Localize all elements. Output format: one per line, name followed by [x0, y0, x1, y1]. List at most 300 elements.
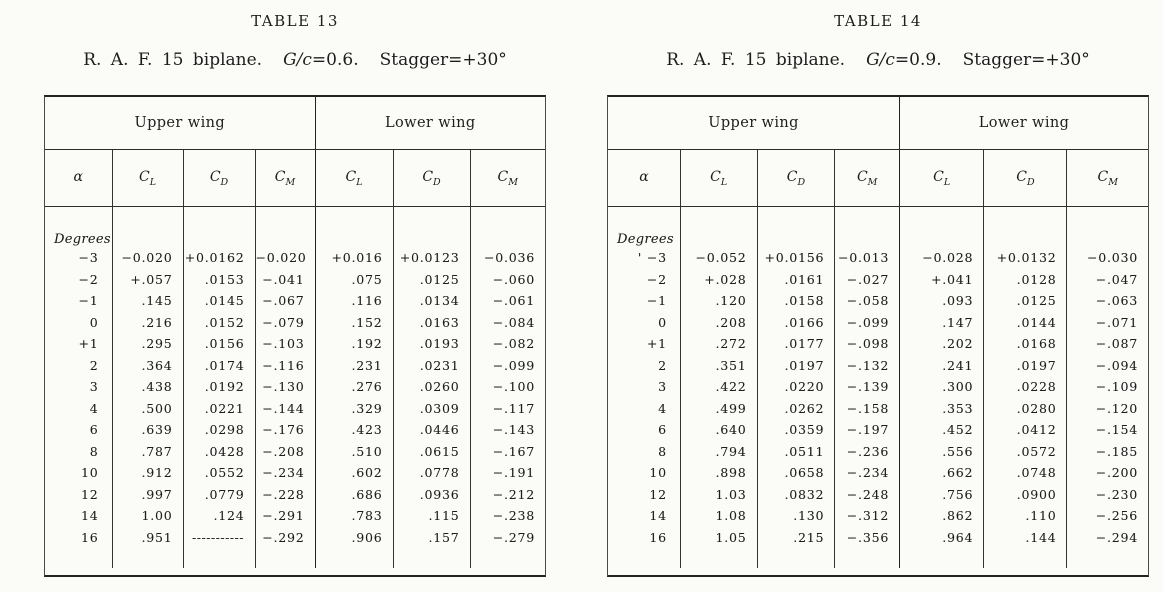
alpha-cell: 3	[45, 376, 112, 398]
table-row	[45, 398, 545, 420]
value-cell: .422	[680, 376, 757, 398]
col-header-cd-upper: $C_D$	[757, 150, 835, 207]
value-cell: .500	[112, 398, 183, 420]
table-row	[608, 376, 1148, 398]
value-cell: .241	[900, 355, 984, 377]
value-cell: .0412	[984, 419, 1067, 441]
table-row	[608, 441, 1148, 463]
value-cell: .0428	[183, 441, 255, 463]
value-cell: .147	[900, 312, 984, 334]
value-cell: −0.013	[835, 247, 900, 269]
value-cell: .144	[984, 527, 1067, 549]
value-cell: −.291	[255, 505, 315, 527]
value-cell: .0156	[183, 333, 255, 355]
table-14-tail	[608, 548, 1148, 575]
alpha-cell: 4	[608, 398, 680, 420]
alpha-cell: −1	[608, 290, 680, 312]
alpha-cell: −2	[45, 269, 112, 291]
value-cell: −.158	[835, 398, 900, 420]
value-cell: .0125	[393, 269, 470, 291]
spacer-cell	[608, 548, 680, 568]
value-cell: .152	[315, 312, 393, 334]
table-13	[45, 97, 545, 575]
units-row	[608, 207, 1148, 248]
bottom-gap-row	[608, 568, 1148, 575]
value-cell: −.067	[255, 290, 315, 312]
alpha-cell: +1	[45, 333, 112, 355]
value-cell: .124	[183, 505, 255, 527]
value-cell: −.132	[835, 355, 900, 377]
spacer-cell	[45, 568, 545, 575]
value-cell: .0262	[757, 398, 835, 420]
value-cell: .0145	[183, 290, 255, 312]
value-cell: .423	[315, 419, 393, 441]
table-13-subtitle	[8, 50, 582, 70]
value-cell: −.087	[1095, 336, 1138, 352]
value-cell: −.279	[492, 529, 535, 545]
value-cell: −0.052	[680, 247, 757, 269]
col-header-cl-upper: $C_L$	[112, 150, 183, 207]
value-cell: .116	[315, 290, 393, 312]
value-cell: 1.05	[680, 527, 757, 549]
table-row	[45, 355, 545, 377]
value-cell: .0511	[757, 441, 835, 463]
col-header-cd-lower: $C_D$	[984, 150, 1067, 207]
table-14-title: TABLE 14	[834, 12, 922, 30]
table-row	[608, 355, 1148, 377]
alpha-cell: −1	[45, 290, 112, 312]
spacer-cell	[470, 207, 545, 248]
spacer-cell	[45, 548, 112, 568]
value-cell: −.200	[1095, 465, 1138, 481]
value-cell: .0177	[757, 333, 835, 355]
value-cell: −.312	[835, 505, 900, 527]
value-cell: −.109	[1095, 379, 1138, 395]
value-cell: −.228	[255, 484, 315, 506]
alpha-cell: 6	[608, 419, 680, 441]
value-cell: .276	[315, 376, 393, 398]
value-cell: −.117	[492, 400, 535, 416]
value-cell: .0197	[984, 355, 1067, 377]
value-cell: +0.0162	[183, 247, 255, 269]
units-label: Degrees	[45, 207, 112, 248]
rule-extension-row	[45, 548, 545, 568]
spacer-cell	[112, 207, 183, 248]
aircraft-label: R. A. F. 15 biplane.	[83, 50, 263, 70]
table-13-block	[8, 12, 582, 577]
bottom-gap-row	[45, 568, 545, 575]
alpha-cell: 14	[45, 505, 112, 527]
alpha-cell: 16	[608, 527, 680, 549]
spacer-cell	[900, 548, 984, 568]
table-row	[45, 376, 545, 398]
value-cell: −.099	[835, 312, 900, 334]
value-cell: .997	[112, 484, 183, 506]
value-cell: +.057	[112, 269, 183, 291]
value-cell: .686	[315, 484, 393, 506]
value-cell: .0134	[393, 290, 470, 312]
value-cell: .0552	[183, 462, 255, 484]
value-cell: .0125	[984, 290, 1067, 312]
value-cell: −.047	[1095, 271, 1138, 287]
value-cell: −.294	[1095, 529, 1138, 545]
table-row	[608, 419, 1148, 441]
alpha-cell: 14	[608, 505, 680, 527]
table-14-subtitle	[596, 50, 1160, 70]
value-cell: +0.0156	[757, 247, 835, 269]
value-cell: .0900	[984, 484, 1067, 506]
spacer-cell	[315, 548, 393, 568]
col-header-cm-upper: $C_M$	[835, 150, 900, 207]
value-cell: −.197	[835, 419, 900, 441]
alpha-cell: 8	[608, 441, 680, 463]
value-cell: .0220	[757, 376, 835, 398]
alpha-cell: −3	[45, 247, 112, 269]
value-cell: .0128	[984, 269, 1067, 291]
table-row	[608, 333, 1148, 355]
value-cell: .639	[112, 419, 183, 441]
table-row	[45, 269, 545, 291]
value-cell: .912	[112, 462, 183, 484]
value-cell: .300	[900, 376, 984, 398]
rule-extension-row	[608, 548, 1148, 568]
value-cell: .794	[680, 441, 757, 463]
value-cell: −.143	[492, 422, 535, 438]
alpha-cell: 2	[45, 355, 112, 377]
lower-wing-header: Lower wing	[315, 97, 545, 150]
value-cell: .0260	[393, 376, 470, 398]
value-cell: −0.028	[900, 247, 984, 269]
table-row	[608, 398, 1148, 420]
table-row	[45, 419, 545, 441]
value-cell: .0748	[984, 462, 1067, 484]
value-cell: −0.030	[1086, 250, 1138, 266]
value-cell: .0446	[393, 419, 470, 441]
spacer-cell	[315, 207, 393, 248]
value-cell: 1.00	[112, 505, 183, 527]
table-row	[608, 247, 1148, 269]
value-cell: −.256	[1095, 508, 1138, 524]
col-header-cd-upper: $C_D$	[183, 150, 255, 207]
column-header-row	[608, 150, 1148, 207]
group-header-row	[608, 97, 1148, 150]
value-cell: .202	[900, 333, 984, 355]
value-cell: .120	[680, 290, 757, 312]
value-cell: .231	[315, 355, 393, 377]
spacer-cell	[1067, 207, 1148, 248]
table-14-body	[608, 247, 1148, 548]
table-14-frame	[607, 95, 1149, 577]
table-row	[45, 527, 545, 549]
value-cell: .130	[757, 505, 835, 527]
value-cell: .756	[900, 484, 984, 506]
stagger-label: Stagger=+30°	[379, 50, 507, 70]
value-cell: .0152	[183, 312, 255, 334]
value-cell: −.094	[1095, 357, 1138, 373]
table-row	[45, 505, 545, 527]
value-cell: .0192	[183, 376, 255, 398]
value-cell: +.028	[680, 269, 757, 291]
value-cell: −.060	[492, 271, 535, 287]
gap-chord-ratio: G/c=0.9.	[866, 50, 942, 70]
value-cell: −.058	[835, 290, 900, 312]
value-cell: .272	[680, 333, 757, 355]
table-14	[608, 97, 1148, 575]
table-13-title: TABLE 13	[251, 12, 339, 30]
value-cell: .0572	[984, 441, 1067, 463]
value-cell: −.071	[1095, 314, 1138, 330]
table-row	[608, 527, 1148, 549]
value-cell: .951	[112, 527, 183, 549]
value-cell: .215	[757, 527, 835, 549]
spacer-cell	[470, 548, 545, 568]
value-cell: +.041	[900, 269, 984, 291]
value-cell: .0221	[183, 398, 255, 420]
value-cell: −.098	[835, 333, 900, 355]
col-header-cm-lower: $C_M$	[1067, 150, 1148, 207]
value-cell: −.139	[835, 376, 900, 398]
value-cell: .898	[680, 462, 757, 484]
alpha-cell: 0	[45, 312, 112, 334]
alpha-cell: 10	[608, 462, 680, 484]
value-cell: −.027	[835, 269, 900, 291]
column-header-row	[45, 150, 545, 207]
value-cell: .862	[900, 505, 984, 527]
alpha-cell: +1	[608, 333, 680, 355]
table-13-body	[45, 247, 545, 548]
alpha-cell: 4	[45, 398, 112, 420]
spacer-cell	[835, 207, 900, 248]
value-cell: .0231	[393, 355, 470, 377]
value-cell: .216	[112, 312, 183, 334]
value-cell: .192	[315, 333, 393, 355]
stagger-label: Stagger=+30°	[962, 50, 1090, 70]
table-13-tail	[45, 548, 545, 575]
value-cell: +0.0132	[984, 247, 1067, 269]
table-row	[608, 505, 1148, 527]
value-cell: .640	[680, 419, 757, 441]
value-cell: .075	[315, 269, 393, 291]
value-cell: −.120	[1095, 400, 1138, 416]
value-cell: .110	[984, 505, 1067, 527]
units-row	[45, 207, 545, 248]
value-cell: .0161	[757, 269, 835, 291]
value-cell: +0.0123	[393, 247, 470, 269]
alpha-cell: 10	[45, 462, 112, 484]
table-row	[608, 312, 1148, 334]
col-header-cm-lower: $C_M$	[470, 150, 545, 207]
col-header-alpha: α	[45, 150, 112, 207]
value-cell: −.230	[1095, 486, 1138, 502]
col-header-alpha: α	[608, 150, 680, 207]
alpha-cell: 12	[45, 484, 112, 506]
value-cell: −0.036	[483, 250, 535, 266]
table-13-frame	[44, 95, 546, 577]
spacer-cell	[835, 548, 900, 568]
gap-chord-ratio: G/c=0.6.	[283, 50, 359, 70]
value-cell: .353	[900, 398, 984, 420]
upper-wing-header: Upper wing	[608, 97, 900, 150]
value-cell: −.099	[492, 357, 535, 373]
aircraft-label: R. A. F. 15 biplane.	[666, 50, 846, 70]
value-cell: .0228	[984, 376, 1067, 398]
spacer-cell	[900, 207, 984, 248]
spacer-cell	[1067, 548, 1148, 568]
upper-wing-header: Upper wing	[45, 97, 315, 150]
alpha-cell: 16	[45, 527, 112, 549]
value-cell: .452	[900, 419, 984, 441]
spacer-cell	[183, 207, 255, 248]
value-cell: -----------	[183, 527, 255, 549]
table-row	[45, 462, 545, 484]
table-row	[45, 333, 545, 355]
table-14-block	[596, 12, 1160, 577]
value-cell: .157	[393, 527, 470, 549]
table-row	[608, 290, 1148, 312]
col-header-cm-upper: $C_M$	[255, 150, 315, 207]
value-cell: .0166	[757, 312, 835, 334]
value-cell: .0658	[757, 462, 835, 484]
value-cell: −.084	[492, 314, 535, 330]
value-cell: .0615	[393, 441, 470, 463]
value-cell: 1.03	[680, 484, 757, 506]
spacer-cell	[112, 548, 183, 568]
lower-wing-header: Lower wing	[900, 97, 1148, 150]
spacer-cell	[984, 207, 1067, 248]
value-cell: −.234	[255, 462, 315, 484]
value-cell: −.234	[835, 462, 900, 484]
value-cell: .787	[112, 441, 183, 463]
value-cell: .208	[680, 312, 757, 334]
table-row	[45, 484, 545, 506]
col-header-cl-lower: $C_L$	[315, 150, 393, 207]
value-cell: .115	[393, 505, 470, 527]
value-cell: .145	[112, 290, 183, 312]
spacer-cell	[393, 548, 470, 568]
alpha-cell: 3	[608, 376, 680, 398]
units-label: Degrees	[608, 207, 680, 248]
spacer-cell	[255, 207, 315, 248]
value-cell: −.103	[255, 333, 315, 355]
value-cell: −.144	[255, 398, 315, 420]
value-cell: .0280	[984, 398, 1067, 420]
value-cell: .329	[315, 398, 393, 420]
value-cell: −.238	[492, 508, 535, 524]
col-header-cd-lower: $C_D$	[393, 150, 470, 207]
alpha-cell: −2	[608, 269, 680, 291]
value-cell: .0174	[183, 355, 255, 377]
value-cell: .093	[900, 290, 984, 312]
table-row	[608, 462, 1148, 484]
value-cell: .438	[112, 376, 183, 398]
group-header-row	[45, 97, 545, 150]
spacer-cell	[393, 207, 470, 248]
value-cell: −.061	[492, 293, 535, 309]
value-cell: .662	[900, 462, 984, 484]
table-row	[608, 269, 1148, 291]
alpha-cell: 6	[45, 419, 112, 441]
spacer-cell	[757, 548, 835, 568]
col-header-cl-lower: $C_L$	[900, 150, 984, 207]
alpha-cell: 2	[608, 355, 680, 377]
alpha-cell: 0	[608, 312, 680, 334]
spacer-cell	[757, 207, 835, 248]
table-row	[608, 484, 1148, 506]
spacer-cell	[183, 548, 255, 568]
value-cell: .0168	[984, 333, 1067, 355]
value-cell: −.167	[492, 443, 535, 459]
spacer-cell	[984, 548, 1067, 568]
alpha-cell: 12	[608, 484, 680, 506]
value-cell: .510	[315, 441, 393, 463]
table-row	[45, 441, 545, 463]
value-cell: .351	[680, 355, 757, 377]
spacer-cell	[255, 548, 315, 568]
value-cell: .0309	[393, 398, 470, 420]
value-cell: .0298	[183, 419, 255, 441]
value-cell: .0779	[183, 484, 255, 506]
value-cell: +0.016	[315, 247, 393, 269]
value-cell: −.356	[835, 527, 900, 549]
value-cell: .906	[315, 527, 393, 549]
value-cell: −.079	[255, 312, 315, 334]
value-cell: −.185	[1095, 443, 1138, 459]
alpha-cell: 8	[45, 441, 112, 463]
value-cell: −.154	[1095, 422, 1138, 438]
value-cell: −.236	[835, 441, 900, 463]
value-cell: −.063	[1095, 293, 1138, 309]
alpha-cell: ' −3	[608, 247, 680, 269]
value-cell: .364	[112, 355, 183, 377]
value-cell: .0936	[393, 484, 470, 506]
value-cell: .0197	[757, 355, 835, 377]
spacer-cell	[680, 207, 757, 248]
value-cell: .0153	[183, 269, 255, 291]
value-cell: −.116	[255, 355, 315, 377]
value-cell: −.130	[255, 376, 315, 398]
spacer-cell	[608, 568, 1148, 575]
value-cell: −.212	[492, 486, 535, 502]
value-cell: −.292	[255, 527, 315, 549]
value-cell: −.208	[255, 441, 315, 463]
value-cell: .295	[112, 333, 183, 355]
value-cell: .783	[315, 505, 393, 527]
value-cell: −.041	[255, 269, 315, 291]
value-cell: −.176	[255, 419, 315, 441]
col-header-cl-upper: $C_L$	[680, 150, 757, 207]
table-row	[45, 247, 545, 269]
value-cell: .556	[900, 441, 984, 463]
value-cell: −.248	[835, 484, 900, 506]
value-cell: .602	[315, 462, 393, 484]
value-cell: −0.020	[112, 247, 183, 269]
value-cell: .964	[900, 527, 984, 549]
value-cell: .0193	[393, 333, 470, 355]
value-cell: −.100	[492, 379, 535, 395]
value-cell: .0359	[757, 419, 835, 441]
value-cell: .0778	[393, 462, 470, 484]
value-cell: −.191	[492, 465, 535, 481]
value-cell: −.082	[492, 336, 535, 352]
value-cell: .499	[680, 398, 757, 420]
table-row	[45, 290, 545, 312]
value-cell: −0.020	[255, 247, 315, 269]
value-cell: .0158	[757, 290, 835, 312]
value-cell: .0163	[393, 312, 470, 334]
table-row	[45, 312, 545, 334]
value-cell: 1.08	[680, 505, 757, 527]
value-cell: .0832	[757, 484, 835, 506]
